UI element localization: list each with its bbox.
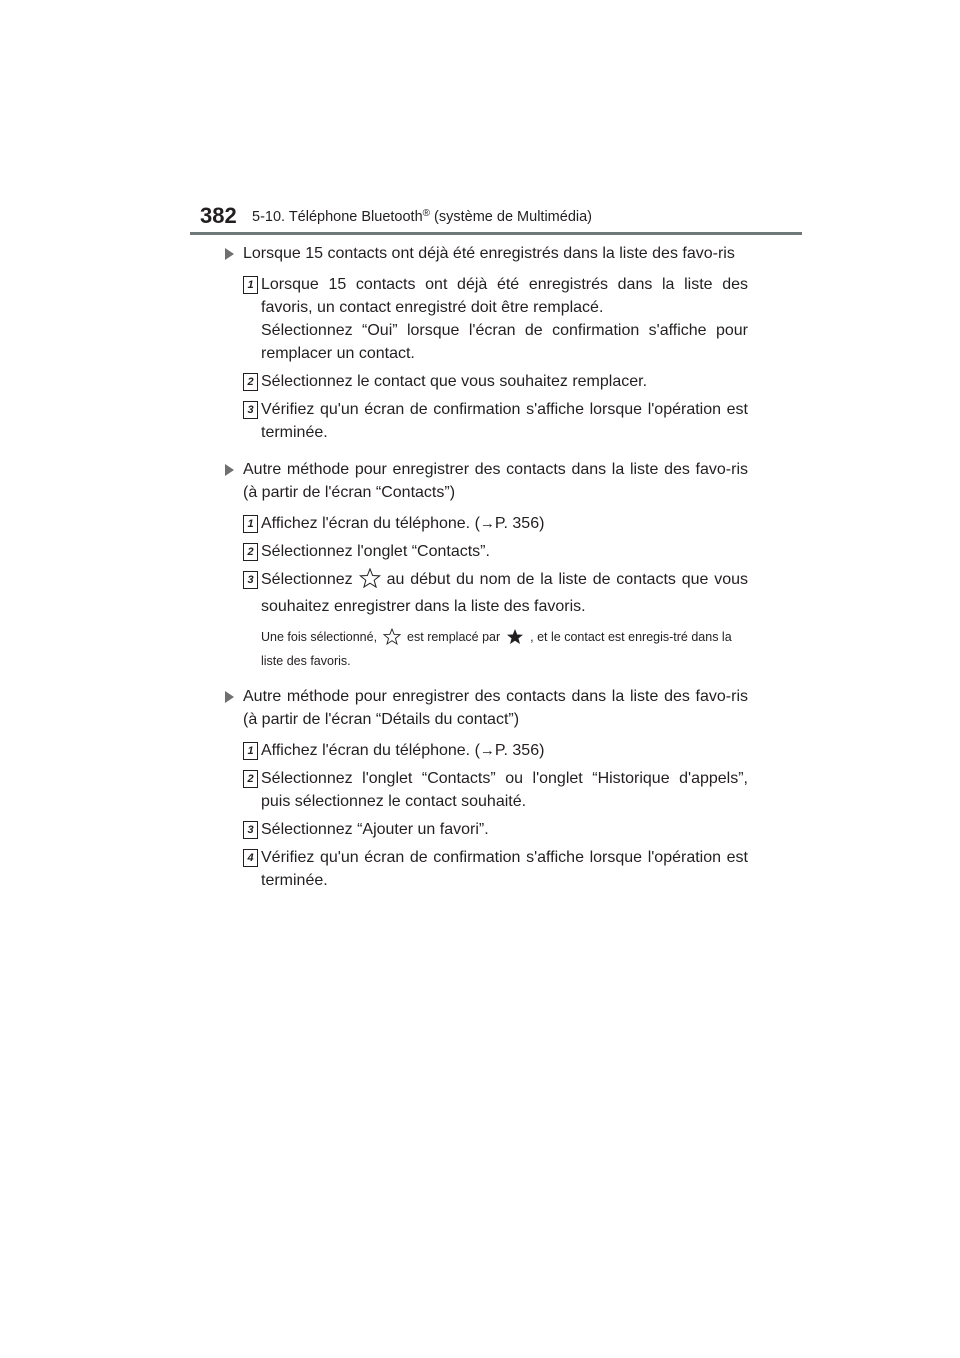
- step-item: [243, 370, 748, 393]
- step-item: [243, 398, 748, 444]
- triangle-bullet-icon: [225, 464, 234, 476]
- step-number-badge: 3: [243, 571, 258, 589]
- step-number-badge: 1: [243, 276, 258, 294]
- step-item: [243, 568, 748, 618]
- chapter-title: 5-10. Téléphone Bluetooth® (système de Multimédia): [252, 208, 592, 225]
- page-header: [190, 200, 802, 238]
- section-title: Autre méthode pour enregistrer des contacts dans la liste des favo-ris (à partir de l'écran “Détails du contact”): [243, 688, 748, 728]
- step-list: [243, 512, 748, 618]
- step-item: [243, 846, 748, 892]
- step-number-badge: 1: [243, 742, 258, 760]
- step-text: Vérifiez qu'un écran de confirmation s'affiche lorsque l'opération est terminée.: [261, 401, 748, 441]
- step-list: [243, 273, 748, 444]
- note-text: Une fois sélectionné, est remplacé par , et le contact est enregis-tré dans la liste des favoris.: [261, 630, 732, 668]
- step-text: Sélectionnez l'onglet “Contacts” ou l'onglet “Historique d'appels”, puis sélectionnez le contact souhaité.: [261, 770, 748, 810]
- step-number-badge: 2: [243, 770, 258, 788]
- step-number-badge: 3: [243, 821, 258, 839]
- section-title: Lorsque 15 contacts ont déjà été enregistrés dans la liste des favo-ris: [243, 245, 735, 262]
- step-item: [243, 273, 748, 365]
- step-item: [243, 739, 748, 762]
- step-item: [243, 767, 748, 813]
- page-content: [224, 242, 748, 906]
- step-number-badge: 3: [243, 401, 258, 419]
- step-text: Sélectionnez le contact que vous souhaitez remplacer.: [261, 373, 648, 390]
- arrow-right-icon: →: [479, 515, 495, 532]
- section-title: Autre méthode pour enregistrer des contacts dans la liste des favo-ris (à partir de l'écran “Contacts”): [243, 461, 748, 501]
- step-text: Sélectionnez l'onglet “Contacts”.: [261, 543, 490, 560]
- step-text: Sélectionnez au début du nom de la liste de contacts que vous souhaitez enregistrer dans la liste des favoris.: [261, 568, 748, 618]
- step-text: Affichez l'écran du téléphone. (→P. 356): [261, 742, 545, 759]
- step-text: Affichez l'écran du téléphone. (→P. 356): [261, 515, 545, 532]
- header-divider: [190, 232, 802, 235]
- step-item: [243, 512, 748, 535]
- step-item: [243, 818, 748, 841]
- arrow-right-icon: →: [479, 742, 495, 759]
- step-text: Sélectionnez “Oui” lorsque l'écran de confirmation s'affiche pour remplacer un contact.: [261, 322, 748, 362]
- star-outline-icon: [359, 568, 381, 595]
- triangle-bullet-icon: [225, 691, 234, 703]
- triangle-bullet-icon: [225, 248, 234, 260]
- star-outline-icon: [383, 628, 401, 651]
- step-text: Sélectionnez “Ajouter un favori”.: [261, 821, 489, 838]
- step-text: Lorsque 15 contacts ont déjà été enregistrés dans la liste des favoris, un contact enregistré doit être remplacé.: [261, 276, 748, 316]
- step-number-badge: 2: [243, 373, 258, 391]
- step-number-badge: 2: [243, 543, 258, 561]
- page-number: 382: [200, 203, 237, 228]
- registered-mark: ®: [422, 208, 431, 219]
- section-add-from-contact-details: [224, 685, 748, 892]
- star-filled-icon: [506, 628, 524, 651]
- section-add-from-contacts: [224, 458, 748, 671]
- step-number-badge: 1: [243, 515, 258, 533]
- section-replace-favorite: [224, 242, 748, 444]
- step-item: [243, 540, 748, 563]
- step-number-badge: 4: [243, 849, 258, 867]
- step-list: [243, 739, 748, 892]
- step-text: Vérifiez qu'un écran de confirmation s'affiche lorsque l'opération est terminée.: [261, 849, 748, 889]
